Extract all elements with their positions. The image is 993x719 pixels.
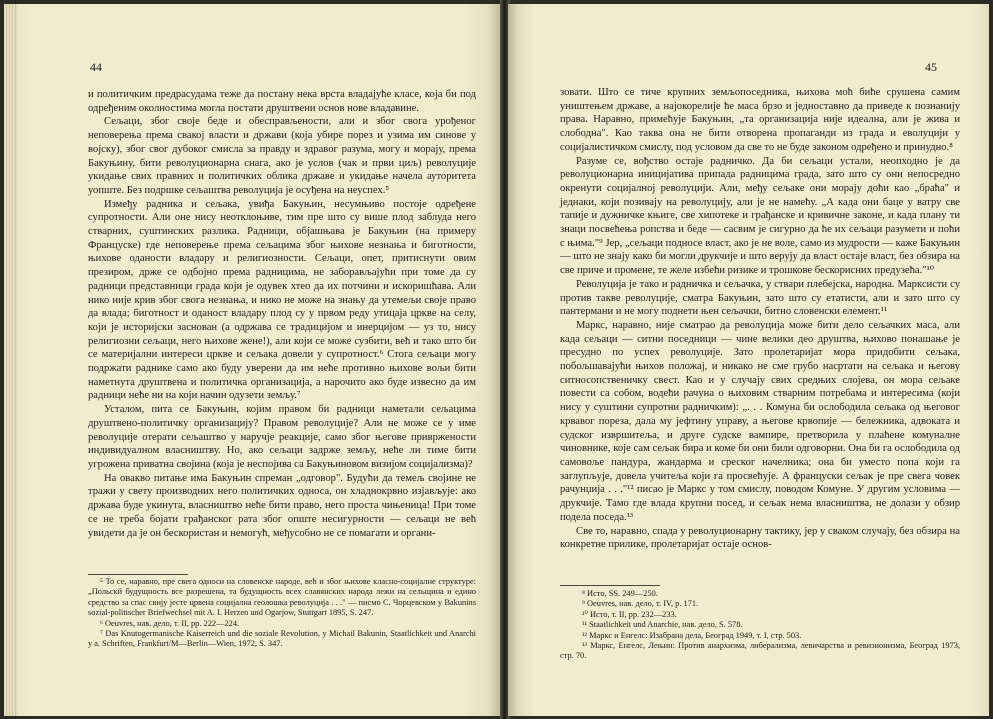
footnote-separator — [560, 585, 660, 586]
left-page-body — [88, 88, 476, 540]
footnote: ¹⁰ Исто, т. II, рр. 232—233. — [582, 609, 677, 619]
footnote: ⁷ Das Knutogermanische Kaiserreich und die soziale Revolution, у Michail Bakunin, Staatlichkeit und Anarchi у a. Schriften, Frankfurt/M—Berlin—Wien, 1972, S. 347. — [88, 629, 476, 649]
footnote: ⁸ Исто, SS. 249—250. — [582, 589, 658, 598]
right-page — [508, 4, 989, 716]
paragraph: Маркс, наравно, није сматрао да револуција може бити дело сељачких маса, али када сељаци — ситни поседници — чине велики део друштва, њихово понашање је пресудно по успех револуције. Зато пролетаријат мора придобити сељака, побољшавајући њихов положај, и никако не сме грубо насртати на сељака и његову ситносопственичку свест. Као и у случају свих средњих слојева, он мора сељаке повести са собом, водећи рачуна о њиховим стварним потребама и интересима (који нису у суштини супротни радничким): „. . . Комуна би ослободила сељака од његовог крвавог пореза, дала му јефтину управу, а његове крвопије — бележника, адвоката и судског извршитеља, и друге судске вампире, претворила у плаћене комуналне чиновнике, које сам сељак бира и коме би они били одговорни. Она би га ослободила од самовоље пандура, жандарма и среског начелника; она би уместо попа који га заглупљује, довела учитеља који га просвећује. А француски сељак је пре свега човек рачунџија . . ."¹² писао је Маркс у том смислу, поводом Комуне. У другим условима — друкчије. Тамо где влада крупни посед, и сељак нема власништва, не долази у обзир подела поседа.¹³ — [560, 319, 960, 523]
left-footnotes — [88, 577, 476, 650]
paragraph: Између радника и сељака, увиђа Бакуњин, несумњиво постоје одређене супротности. Али оне нису неотклоњиве, тим пре што су више плод заблуда него стварних, суштинских разлика. Радници, објашњава је Бакуњин (на примеру Француске) где неповерење према сељацима због њихове незнања и биготности, њихове оданости владару и религиозности. Сељаци, опет, притиснути овим презиром, држе се одбојно према радницима, не заборављајући при томе да су радници представници града који је одувек хтео да их потчини и искоришћава. Али нико није крив због свога незнања, и нико не може на знању да утемељи своје право да влада; биготност и оданост владару плод су у првом реду утицаја цркве на селу, који је историјски заснован (а одржава се традицијом и инерцијом — уз то, нису религиозни сељаци, него њихове жене!), али који се може сузбити, већ и тако што би се материјални интереси цркве и сељака довели у супротност.⁶ Стога сељаци могу подржати раднике само ако буду уверени да им неће противно њихове вољи бити наметнута друштвена и политичка организација, а нарочито ако буде извесно да им радници неће ни на који начин одузети земљу.⁷ — [88, 198, 476, 402]
footnote: ¹¹ Staatlichkeit und Anarchie, нав. дело, S. 578. — [582, 620, 743, 630]
footnote: ⁹ Oeuvres, нав. дело, т. IV, р. 171. — [582, 599, 699, 609]
page-edges — [4, 4, 18, 716]
footnote: ¹² Маркс и Енгелс: Изабрана дела, Београд 1949, т. I, стр. 503. — [582, 630, 802, 640]
footnote: ¹³ Маркс, Енгелс, Лењин: Против анархизма, либерализма, левичарства и ревизионизма, Београд 1973, стр. 70. — [560, 641, 960, 661]
paragraph: Разуме се, вођство остаје радничко. Да би сељаци устали, неопходно је да револуционарна иницијатива припада радницима града, зато што су они непосредно окренути социјалној револуцији. Али, међу сељаке они морају доћи као „браћа" и једнаки, који позивају на револуцију, али је не намећу. „А када они баце у ватру све тапије и дужничке књиге, све хипотеке и грађанске и кривичне законе, и када плану ти знаци посвећења ропства и беде — сасвим је сигурно да ће их сељаци разумети и поћи с њима."⁹ Јер, „сељаци подносе власт, ако је не воле, само из мудрости — каже Бакуњин — што не знају како би могли друкчије и што верују да власт остаје власт, без обзира на све приче и промене, те желе избећи ризике и трошкове бескорисних предузећа."¹⁰ — [560, 155, 960, 277]
page-number-left: 44 — [90, 60, 102, 74]
paragraph: Сељаци, због своје беде и обесправљености, али и због свога урођеног неповерења према свакој власти и држави (која убире порез и узима им синове у војску), због свог дубоког смисла за правду и здравог разума, могу и морају, према Бакуњину, бити револуционарна снага, ако је услов (чак и први циљ) револуције укидање свих правних и политичких облика државе и укидање начела ауторитета уопште. Без подршке сељаштва револуција је осуђена на неуспех.⁵ — [88, 116, 476, 196]
left-page — [4, 4, 502, 716]
paragraph: Све то, наравно, спада у револуционарну тактику, јер у сваком случају, без обзира на конкретне прилике, пролетаријат остаје основ- — [560, 525, 960, 551]
footnote-separator — [88, 574, 188, 575]
right-page-body — [560, 86, 960, 552]
paragraph: На овакво питање има Бакуњин спреман „одговор". Будући да темељ својине не тражи у свету производних него политичких односа, он хладнокрвно изјављује: ако држава буде укинута, власништво неће бити право, него проста чињеница! При томе се не треба бојати грађанског рата због опште несигурности — сељаци не већ увидети да је он бескористан и немогућ, међусобно не се помагати и органи- — [88, 472, 476, 539]
right-footnotes — [560, 589, 960, 662]
paragraph: зовати. Што се тиче крупних земљопоседника, њихова моћ биће срушена самим уништењем државе, а најокорелије ће маса брзо и једноставно да приведе к познанију права. Наравно, примећује Бакуњин, „та организација није идеална, али је жива и слободна". Као таква она не бити отворена пропаганди из града и еволуцији у социјалистичком смислу, под условом да све то не буде законом одређено и принудно.⁸ — [560, 87, 960, 153]
footnote: ⁵ То се, наравно, пре свега односи на словенске народе, већ и због њихове класно-социјалне структуре: „Польскй будущность все разрешена, та будущность всех славянских народа лежи на сельщина и едино средство за спас свију јесте црвена социјална геолошка револуција . . ." — писмо С. Чорцевском у Bakunins sozial-politischer Briefwechsel mit A. I. Herzen und Ogarjow, Stuttgart 1895, S. 247. — [88, 577, 476, 618]
paragraph: и политичким предрасудама теже да постану нека врста владајуће класе, која би под одређеним околностима могла постати друштвени основ нове владавине. — [88, 89, 476, 114]
paragraph: Усталом, пита се Бакуњин, којим правом би радници наметали сељацима друштвено-политичку организацију? Правом револуције? Али не може се у име револуције отерати сељаштво у наручје реакције, само због његове привржености индивидуалном власништву. Но, ако сељаци задрже земљу, неће ли тиме бити угрожена приватна својина (која је неспојива са Бакуњиновом визијом социјализма)? — [88, 404, 476, 470]
page-number-right: 45 — [925, 60, 937, 74]
paragraph: Револуција је тако и радничка и сељачка, у ствари плебејска, народна. Марксисти су против такве револуције, сматра Бакуњин, зато што су етатисти, али и зато што су пантермани и не могу поднети њен сељачки, битно словенски елемент.¹¹ — [560, 278, 960, 318]
footnote: ⁶ Oeuvres, нав. дело, т. II, рр. 222—224. — [100, 618, 240, 628]
